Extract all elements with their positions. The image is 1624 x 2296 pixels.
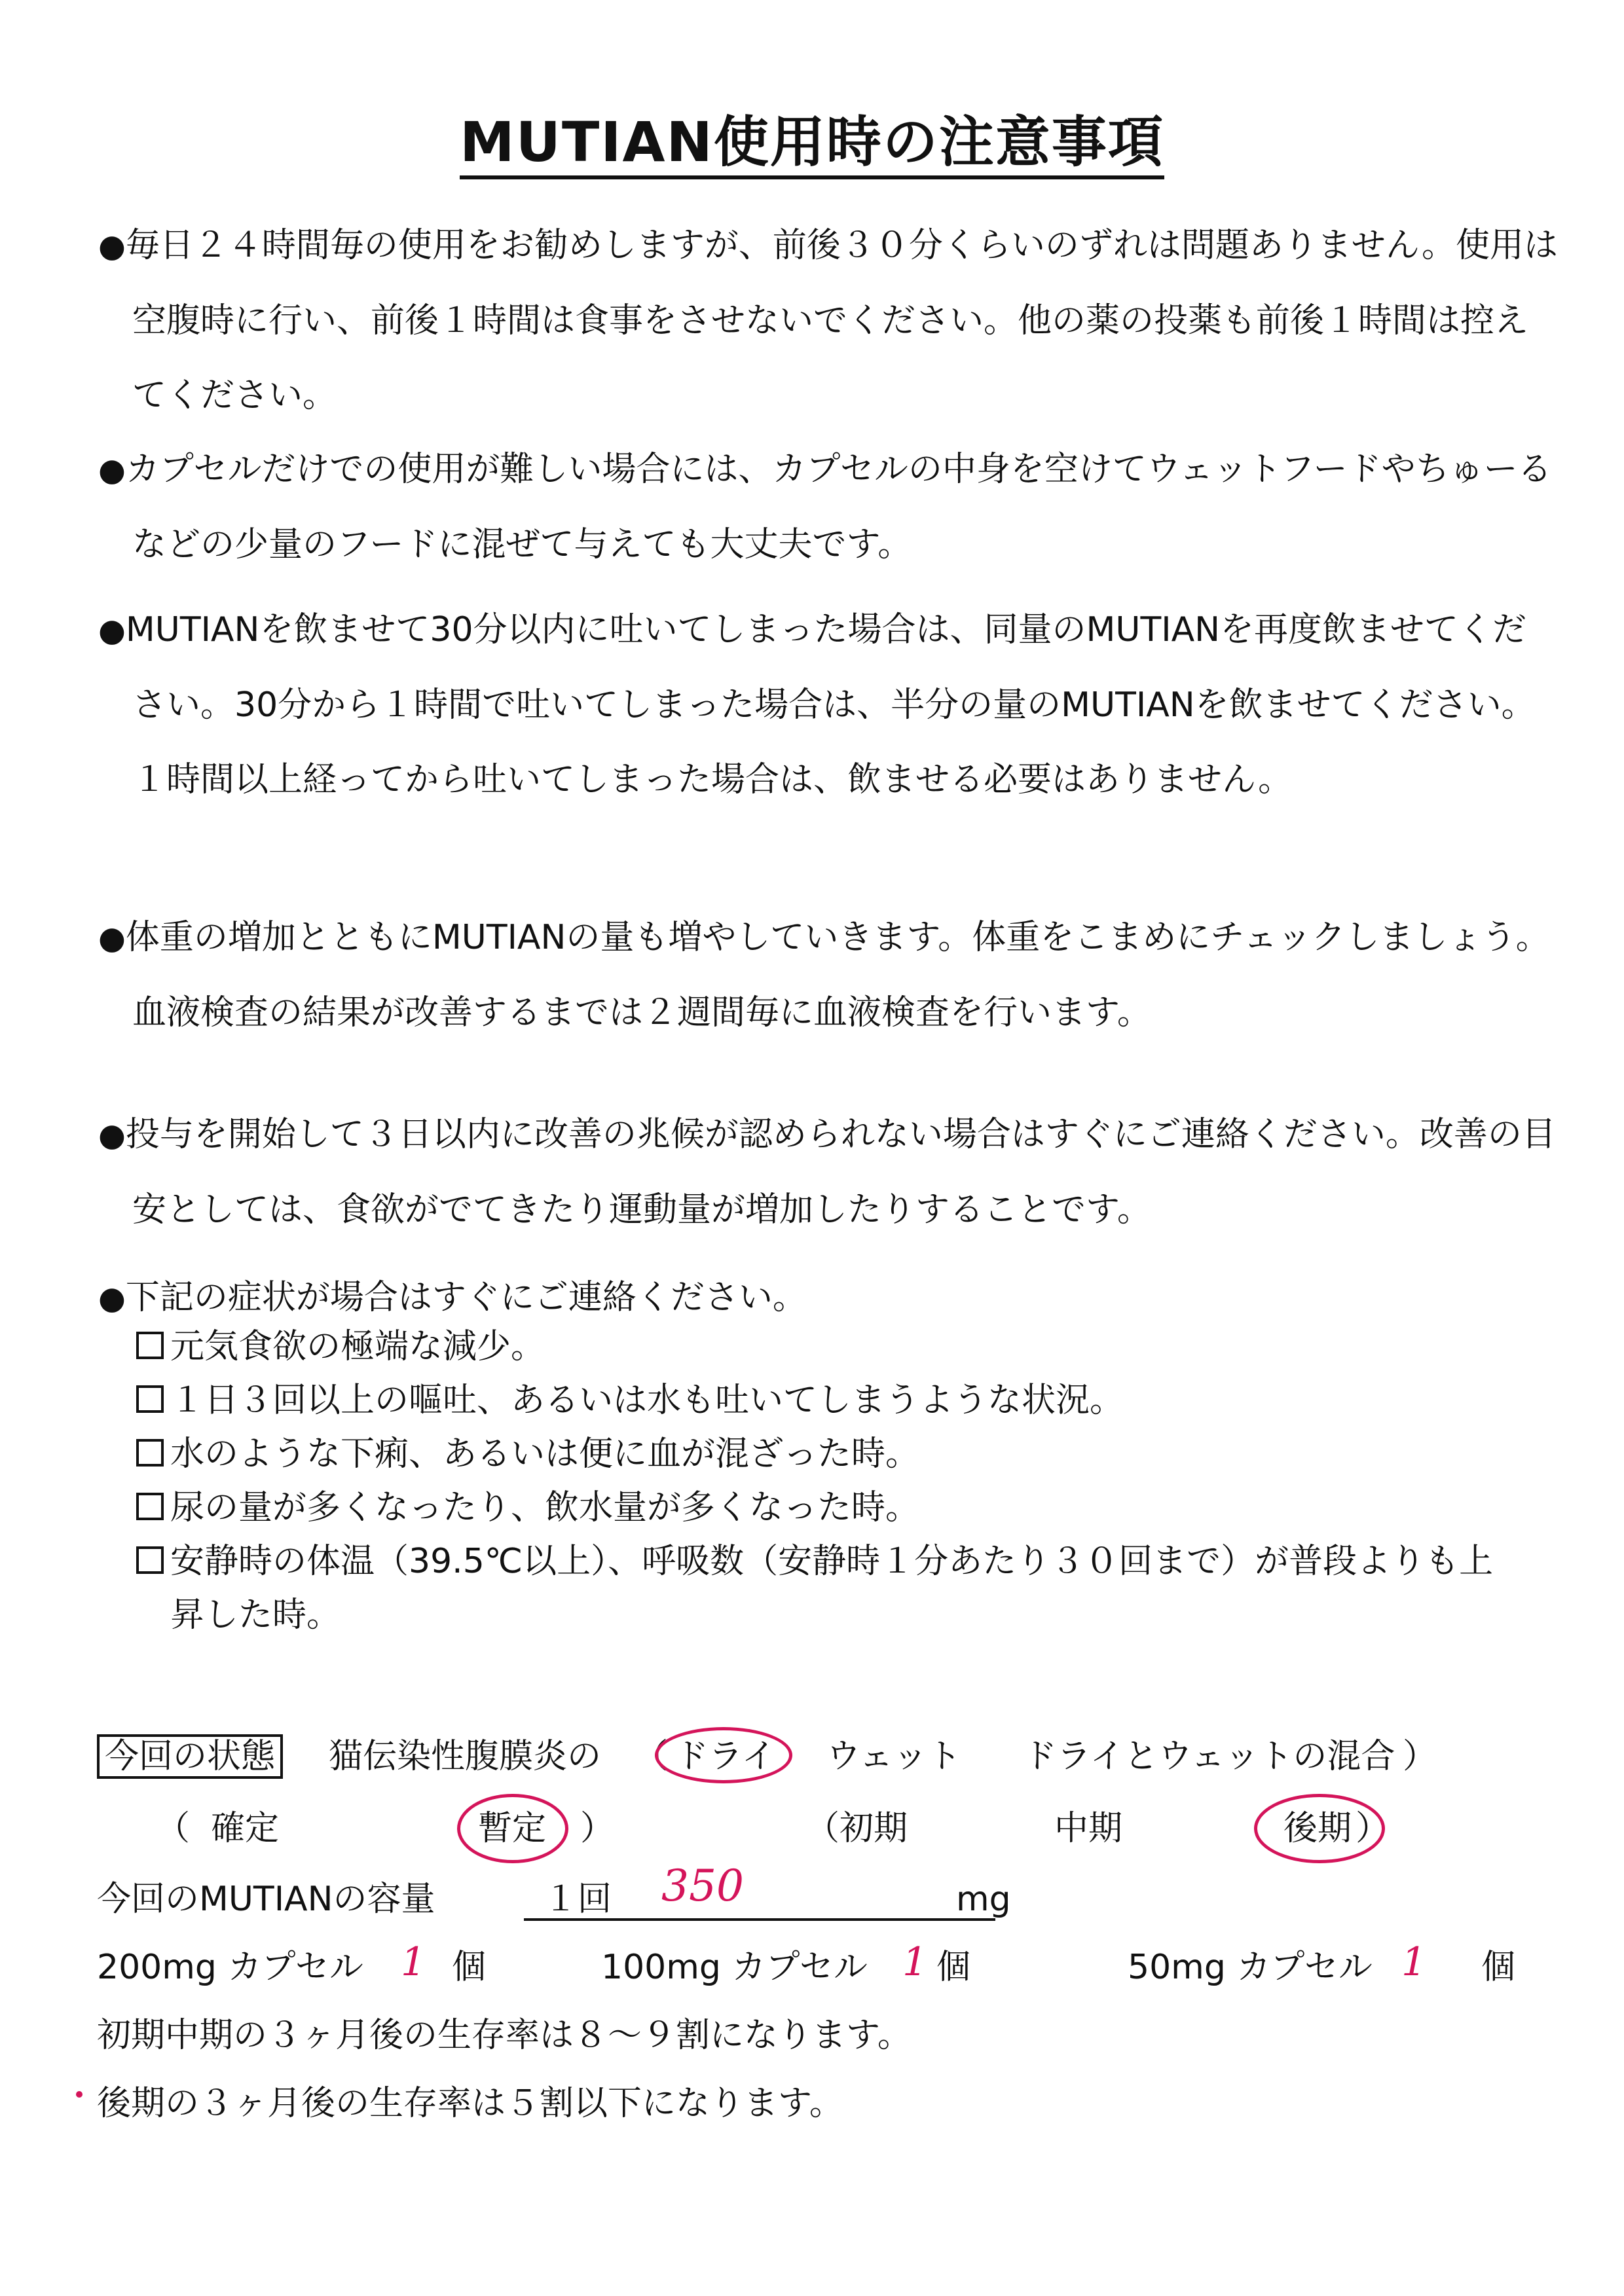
symptom-item: 水のような下痢、あるいは便に血が混ざった時。	[136, 1427, 1524, 1481]
selection-circle	[655, 1727, 792, 1783]
dose-unit: mg	[956, 1880, 1011, 1919]
note-text: 毎日２４時間毎の使用をお勧めしますが、前後３０分くらいのずれは問題ありません。使用は空腹時に行い、前後１時間は食事をさせないでください。他の薬の投薬も前後１時間は控えてください。	[125, 226, 1559, 415]
stage-early: （初期	[805, 1809, 908, 1848]
type-wet: ウェット	[826, 1737, 961, 1776]
bullet-marker: ●	[98, 1117, 126, 1154]
symptom-item: 尿の量が多くなったり、飲水量が多くなった時。	[136, 1481, 1524, 1535]
note-text: カプセルだけでの使用が難しい場合には、カプセルの中身を空けてウェットフードやちゅーるなどの少量のフードに混ぜて与えても大丈夫です。	[125, 450, 1552, 564]
capsule-50-label: 50mg カプセル	[1128, 1948, 1373, 1987]
symptom-item: 元気食欲の極端な減少。	[136, 1320, 1524, 1374]
stage-late: 後期	[1283, 1809, 1352, 1848]
ink-mark	[76, 2091, 83, 2098]
capsule-100-label: 100mg カプセル	[601, 1948, 868, 1987]
capsule-100-count: 1	[902, 1939, 928, 1985]
note-text: 下記の症状が場合はすぐにご連絡ください。	[125, 1278, 807, 1317]
note-text: 体重の増加とともにMUTIANの量も増やしていきます。体重をこまめにチェックしましょう。血液検査の結果が改善するまでは２週間毎に血液検査を行います。	[125, 918, 1550, 1032]
diagnosis-open: （	[156, 1809, 191, 1848]
note-item	[98, 432, 1560, 582]
bullet-marker: ●	[98, 228, 126, 264]
note-item	[98, 592, 1560, 817]
page-title: MUTIAN使用時の注意事項	[0, 98, 1624, 177]
checkbox[interactable]	[136, 1493, 164, 1520]
note-text: MUTIANを飲ませて30分以内に吐いてしまった場合は、同量のMUTIANを再度飲ませてください。30分から１時間で吐いてしまった場合は、半分の量のMUTIANを飲ませてください。１時間以上経ってから吐いてしまった場合は、飲ませる必要はありません。	[125, 610, 1536, 799]
checkbox[interactable]	[136, 1385, 164, 1413]
capsule-200-label: 200mg カプセル	[97, 1948, 363, 1987]
symptom-item: １日３回以上の嘔吐、あるいは水も吐いてしまうような状況。	[136, 1374, 1524, 1427]
bullet-marker: ●	[98, 612, 126, 649]
diagnosis-close: ）	[580, 1809, 615, 1848]
type-mixed: ドライとウェットの混合	[1023, 1737, 1395, 1776]
capsule-200-count: 1	[401, 1939, 426, 1985]
capsule-200-unit: 個	[452, 1948, 487, 1987]
dose-per: １回	[544, 1880, 612, 1919]
paren-close: ）	[1403, 1737, 1437, 1776]
checkbox[interactable]	[136, 1439, 164, 1467]
dose-value: 350	[661, 1861, 744, 1911]
note-text: 投与を開始して３日以内に改善の兆候が認められない場合はすぐにご連絡ください。改善の目安としては、食欲がでてきたり運動量が増加したりすることです。	[125, 1115, 1556, 1230]
selection-circle	[457, 1794, 568, 1863]
bullet-marker: ●	[98, 452, 126, 488]
diagnosis-confirmed: 確定	[211, 1809, 280, 1848]
dose-label: 今回のMUTIANの容量	[97, 1880, 435, 1919]
dose-underline	[524, 1918, 995, 1921]
capsule-100-unit: 個	[936, 1948, 971, 1987]
note-item	[98, 1097, 1560, 1247]
checkbox[interactable]	[136, 1332, 164, 1359]
symptom-item: 安静時の体温（39.5℃以上）、呼吸数（安静時１分あたり３０回まで）が普段よりも上昇した時。	[136, 1535, 1524, 1642]
note-item	[98, 900, 1560, 1050]
stage-middle: 中期	[1054, 1809, 1123, 1848]
status-row	[97, 1734, 283, 1779]
type-dry: ドライ	[674, 1737, 776, 1776]
capsule-50-unit: 個	[1481, 1948, 1516, 1987]
survival-early-middle: 初期中期の３ヶ月後の生存率は８～９割になります。	[97, 2016, 912, 2055]
survival-late: 後期の３ヶ月後の生存率は５割以下になります。	[97, 2084, 843, 2123]
disease-name: 猫伝染性腹膜炎の	[329, 1737, 602, 1776]
checkbox[interactable]	[136, 1546, 164, 1574]
bullet-marker: ●	[98, 920, 126, 957]
capsule-50-count: 1	[1401, 1939, 1427, 1985]
diagnosis-provisional: 暫定	[478, 1809, 547, 1848]
status-label: 今回の状態	[97, 1734, 283, 1779]
paren-open: （	[634, 1737, 669, 1776]
stage-close: ）	[1356, 1809, 1390, 1848]
bullet-marker: ●	[98, 1280, 126, 1317]
symptom-checklist	[136, 1320, 1524, 1642]
note-item	[98, 208, 1560, 433]
